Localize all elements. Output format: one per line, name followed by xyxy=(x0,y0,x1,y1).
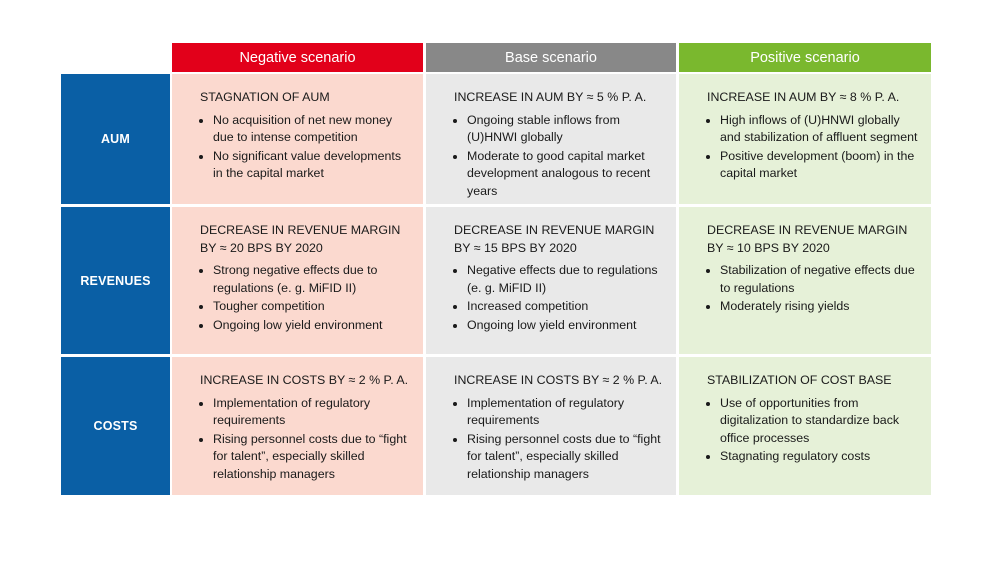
header-negative-scenario: Negative scenario xyxy=(172,43,423,72)
bullet-list xyxy=(454,395,666,484)
header-positive-scenario: Positive scenario xyxy=(679,43,931,72)
bullet-item: • Ongoing stable inflows from (U)HNWI globally xyxy=(467,112,666,147)
cell-revenues-positive xyxy=(679,207,931,354)
bullet-item: • Moderate to good capital market development analogous to recent years xyxy=(467,148,666,201)
bullet-item: • Implementation of regulatory requirements xyxy=(213,395,413,430)
bullet-list xyxy=(707,112,921,183)
header-base-scenario: Base scenario xyxy=(426,43,676,72)
bullet-item: • Rising personnel costs due to “fight for talent”, especially skilled relationship managers xyxy=(467,431,666,484)
bullet-item: • Stabilization of negative effects due to regulations xyxy=(720,262,921,297)
cell-aum-positive xyxy=(679,74,931,204)
cell-title: STABILIZATION OF COST BASE xyxy=(707,373,892,387)
bullet-item: • Ongoing low yield environment xyxy=(213,317,413,335)
cell-revenues-negative xyxy=(172,207,423,354)
cell-costs-positive xyxy=(679,357,931,495)
cell-revenues-base xyxy=(426,207,676,354)
bullet-item: • No acquisition of net new money due to intense competition xyxy=(213,112,413,147)
cell-costs-base xyxy=(426,357,676,495)
bullet-list xyxy=(707,395,921,466)
bullet-list xyxy=(454,262,666,334)
bullet-item: • Use of opportunities from digitalization to standardize back office processes xyxy=(720,395,921,448)
bullet-item: • Strong negative effects due to regulations (e. g. MiFID II) xyxy=(213,262,413,297)
bullet-item: • Stagnating regulatory costs xyxy=(720,448,921,466)
cell-aum-negative xyxy=(172,74,423,204)
cell-title: INCREASE IN AUM BY ≈ 8 % P. A. xyxy=(707,90,900,104)
bullet-item: • No significant value developments in the capital market xyxy=(213,148,413,183)
bullet-list xyxy=(200,395,413,484)
cell-title: INCREASE IN COSTS BY ≈ 2 % P. A. xyxy=(454,373,663,387)
bullet-list xyxy=(454,112,666,201)
cell-title: DECREASE IN REVENUE MARGIN BY ≈ 20 BPS BY 2020 xyxy=(200,223,401,255)
bullet-list xyxy=(200,262,413,334)
cell-title: STAGNATION OF AUM xyxy=(200,90,330,104)
bullet-list xyxy=(200,112,413,183)
row-label-revenues: REVENUES xyxy=(61,207,170,354)
cell-title: DECREASE IN REVENUE MARGIN BY ≈ 15 BPS BY 2020 xyxy=(454,223,655,255)
bullet-item: • Tougher competition xyxy=(213,298,413,316)
bullet-item: • Increased competition xyxy=(467,298,666,316)
cell-costs-negative xyxy=(172,357,423,495)
row-label-costs: COSTS xyxy=(61,357,170,495)
cell-aum-base xyxy=(426,74,676,204)
bullet-item: • Moderately rising yields xyxy=(720,298,921,316)
cell-title: INCREASE IN AUM BY ≈ 5 % P. A. xyxy=(454,90,647,104)
row-label-aum: AUM xyxy=(61,74,170,204)
bullet-list xyxy=(707,262,921,316)
bullet-item: • High inflows of (U)HNWI globally and stabilization of affluent segment xyxy=(720,112,921,147)
cell-title: DECREASE IN REVENUE MARGIN BY ≈ 10 BPS BY 2020 xyxy=(707,223,908,255)
bullet-item: • Positive development (boom) in the capital market xyxy=(720,148,921,183)
bullet-item: • Rising personnel costs due to “fight for talent”, especially skilled relationship managers xyxy=(213,431,413,484)
cell-title: INCREASE IN COSTS BY ≈ 2 % P. A. xyxy=(200,373,409,387)
bullet-item: • Negative effects due to regulations (e. g. MiFID II) xyxy=(467,262,666,297)
bullet-item: • Ongoing low yield environment xyxy=(467,317,666,335)
bullet-item: • Implementation of regulatory requirements xyxy=(467,395,666,430)
